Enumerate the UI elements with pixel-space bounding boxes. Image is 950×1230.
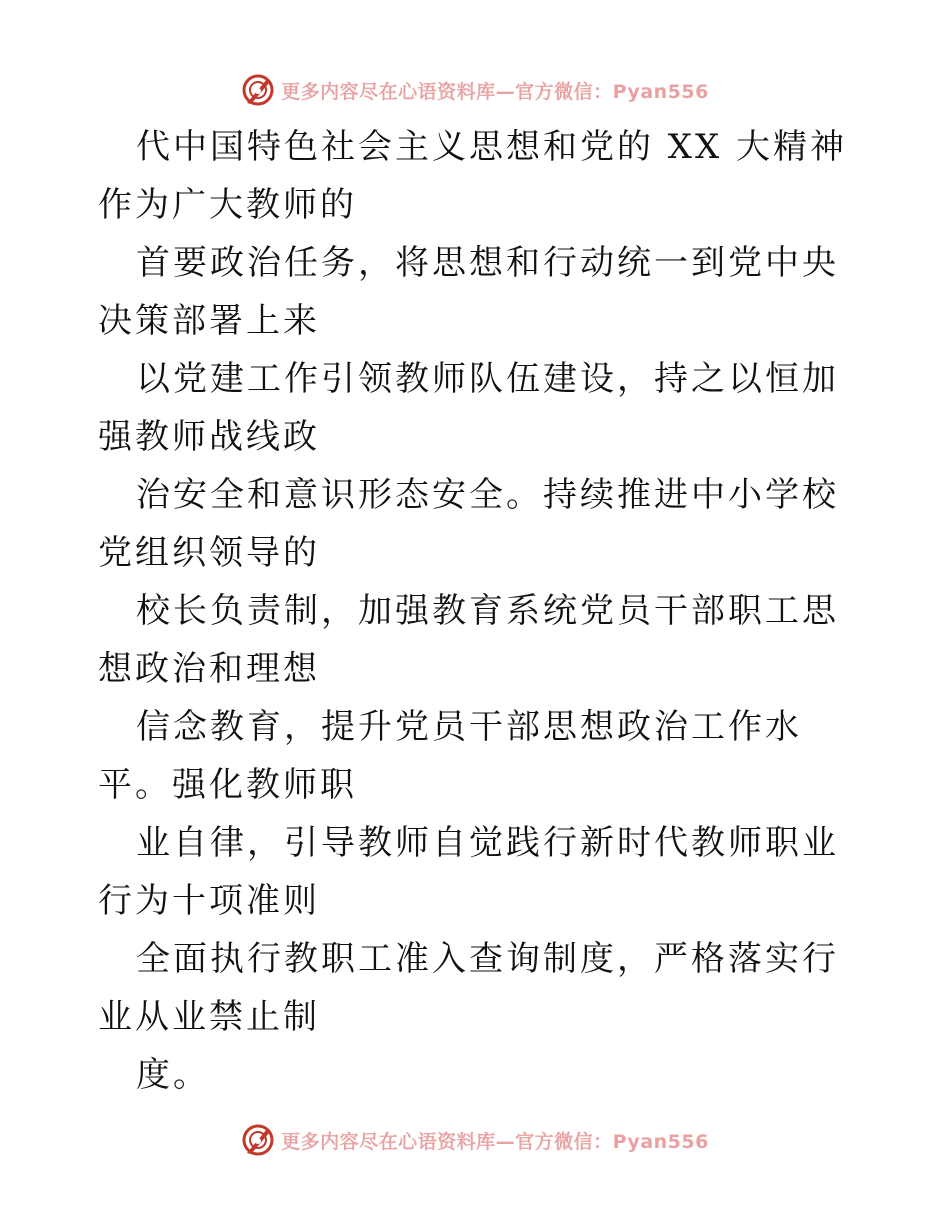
footer-banner-text: 更多内容尽在心语资料库—官方微信：Pyan556 [281, 1130, 709, 1153]
paragraph-1: 代中国特色社会主义思想和党的 XX 大精神作为广大教师的 [98, 127, 848, 225]
paragraph-5: 校长负责制，加强教育系统党员干部职工思想政治和理想 [98, 591, 839, 689]
header-banner-text: 更多内容尽在心语资料库—官方微信：Pyan556 [281, 80, 709, 103]
paragraph-4: 治安全和意识形态安全。持续推进中小学校党组织领导的 [98, 475, 839, 573]
header-watermark-banner [0, 72, 950, 108]
paragraph-3: 以党建工作引领教师队伍建设，持之以恒加强教师战线政 [98, 359, 839, 457]
paragraph-7: 业自律，引导教师自觉践行新时代教师职业行为十项准则 [98, 823, 839, 921]
paragraph-2: 首要政治任务，将思想和行动统一到党中央决策部署上来 [98, 243, 839, 341]
document-body [98, 118, 858, 1104]
paragraph-9: 度。 [136, 1055, 210, 1095]
paragraph-6: 信念教育，提升党员干部思想政治工作水平。强化教师职 [98, 707, 802, 805]
footer-watermark-banner [0, 1122, 950, 1158]
quill-pen-logo-icon [241, 1123, 275, 1157]
paragraph-8: 全面执行教职工准入查询制度，严格落实行业从业禁止制 [98, 939, 839, 1037]
quill-pen-logo-icon [241, 73, 275, 107]
